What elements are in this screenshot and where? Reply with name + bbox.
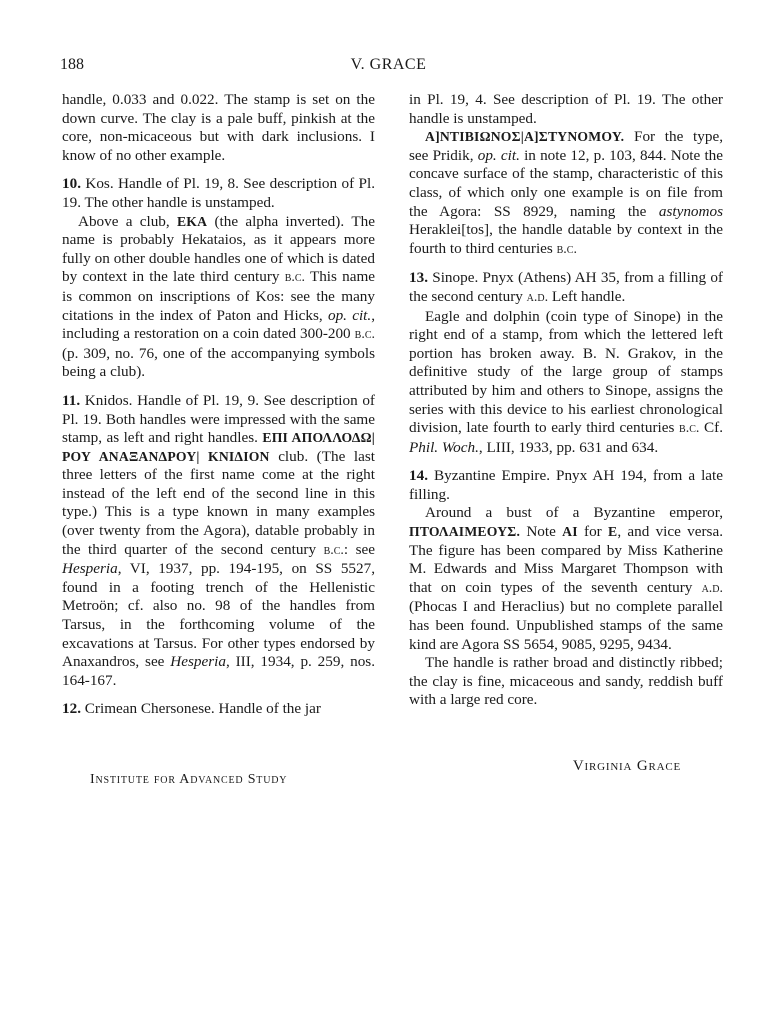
entry-number: 12.	[62, 700, 81, 718]
right-column	[409, 91, 723, 710]
entry-number: 10.	[62, 175, 81, 193]
greek-inscription: Α]ΝΤΙΒΙΩΝΟΣ|Α]ΣΤΥΝΟΜΟΥ.	[425, 129, 625, 145]
left-column	[62, 91, 375, 719]
greek-inscription: ΕΠΙ ΑΠΟΛΛΟΔΩ|ΡΟΥ ΑΝΑΞΑΝΔΡΟΥ| ΚΝΙΔΙΟΝ	[62, 430, 375, 464]
entry-10: 10. Kos. Handle of Pl. 19, 8. See description of Pl. 19. The other handle is unstamped.	[62, 175, 375, 211]
entry-14: 14. Byzantine Empire. Pnyx AH 194, from a late filling.	[409, 467, 723, 503]
greek-inscription: ΠΤΟΛΑΙΜΕΟΥΣ.	[409, 524, 521, 540]
author-signature: Virginia Grace	[572, 758, 681, 774]
entry-13-body: Eagle and dolphin (coin type of Sinope) in the right end of a stamp, from which the lettered left portion has broken away. B. N. Grakov, in the definitive study of the large group of stamps attributed by him and others to Sinope, assigns the series with this device to his earliest chronological division, late fourth to early third centuries b.c. Cf. Phil. Woch., LIII, 1933, pp. 631 and 634.	[409, 307, 723, 456]
institution-name: Institute for Advanced Study	[90, 772, 288, 787]
page-number: 188	[60, 56, 84, 73]
entry-12-continued: in Pl. 19, 4. See description of Pl. 19. The other handle is unstamped.	[409, 91, 723, 127]
entry-13: 13. Sinope. Pnyx (Athens) AH 35, from a filling of the second century a.d. Left handle.	[409, 269, 723, 305]
running-title: V. GRACE	[350, 56, 427, 73]
entry-10-body: Above a club, ΕΚΑ (the alpha inverted). The name is probably Hekataios, as it appears more fully on other double handles one of which is dated by context in the late third century b.c. This name is common on inscriptions of Kos: see the many citations in the index of Paton and Hicks, op. cit., including a restoration on a coin dated 300-200 b.c. (p. 309, no. 76, one of the accompanying symbols being a club).	[62, 212, 376, 381]
entry-14-clay: The handle is rather broad and distinctly ribbed; the clay is fine, micaceous and sandy, reddish buff with a large red core.	[409, 654, 723, 709]
page-header	[0, 56, 777, 80]
greek-inscription: ΕΚΑ	[176, 213, 208, 229]
entry-11: 11. Knidos. Handle of Pl. 19, 9. See description of Pl. 19. Both handles were impressed with the same stamp, as left and right handles. ΕΠΙ ΑΠΟΛΛΟΔΩ|ΡΟΥ ΑΝΑΞΑΝΔΡΟΥ| ΚΝΙΔΙΟΝ club. (The last three letters of the first name come at the right instead of the left end of the second line in this type.) This is a type known in many examples (over twenty from the Agora), datable probably in the third quarter of the second century b.c.: see Hesperia, VI, 1937, pp. 194-195, on SS 5527, found in a footing trench of the Hellenistic Metroön; cf. also no. 98 of the handles from Tarsus, in the forthcoming volume of the excavations at Tarsus. For other types endorsed by Anaxandros, see Hesperia, III, 1934, p. 259, nos. 164-167.	[62, 391, 376, 689]
entry-12-body: Α]ΝΤΙΒΙΩΝΟΣ|Α]ΣΤΥΝΟΜΟΥ. For the type, see Pridik, op. cit. in note 12, p. 103, 844. Note the concave surface of the stamp, characteristic of this class, of which only one example is on file from the Agora: SS 8929, naming the astynomos Heraklei[tos], the handle datable by context in the fourth to third centuries b.c.	[409, 128, 723, 257]
entry-number: 13.	[409, 269, 428, 287]
entry-12-start: 12. Crimean Chersonese. Handle of the jar	[62, 700, 321, 718]
entry-number: 14.	[409, 467, 428, 485]
entry-number: 11.	[62, 391, 81, 409]
paragraph-continued: handle, 0.033 and 0.022. The stamp is set on the down curve. The clay is a pale buff, pinkish at the core, non-micaceous but with dark inclusions. I know of no other example.	[62, 91, 375, 164]
entry-14-body: Around a bust of a Byzantine emperor, ΠΤΟΛΑΙΜΕΟΥΣ. Note ΑΙ for Ε, and vice versa. The figure has been compared by Miss Katherine M. Edwards and Miss Margaret Thompson with that on coin types of the seventh century a.d. (Phocas I and Heraclius) but no complete parallel has been found. Unpublished stamps of the same kind are Agora SS 5654, 9085, 9295, 9434.	[409, 504, 723, 653]
